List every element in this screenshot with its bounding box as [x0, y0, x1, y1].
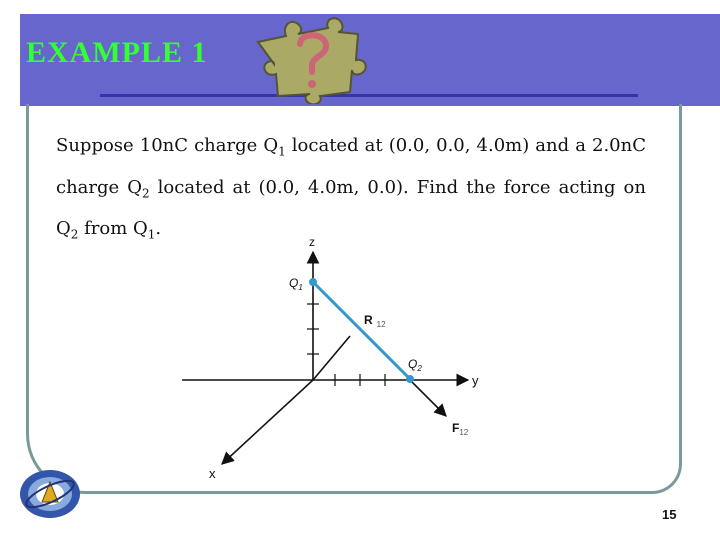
problem-text: .: [155, 218, 162, 240]
q1-letter: Q: [289, 276, 299, 290]
f12-letter: F: [452, 421, 460, 435]
q2-subscript: 2: [70, 227, 79, 242]
r12-label: [364, 313, 386, 329]
q2-subscript: 2: [141, 186, 150, 201]
page-number: 15: [662, 507, 677, 522]
z-label: z: [309, 235, 315, 249]
problem-text: Suppose 10nC charge Q: [56, 135, 279, 156]
f12-vector: [410, 380, 446, 416]
coordinate-diagram: [178, 232, 498, 488]
x-axis: [222, 380, 313, 464]
atom-logo-icon: [14, 456, 86, 528]
x-label: x: [209, 466, 216, 481]
q1-point: [309, 278, 317, 286]
q1-subscript: 1: [278, 144, 286, 159]
f12-sub: 12: [459, 428, 469, 437]
r12-letter: R: [364, 313, 373, 327]
puzzle-question-icon: [238, 4, 388, 104]
x-axis-negative: [313, 336, 350, 380]
r12-sub: 12: [376, 320, 386, 329]
problem-text: from Q: [78, 218, 148, 240]
problem-text: located at (0.0, 4.0m, 0.0). Find the force acting on Q: [56, 176, 646, 240]
q2-sub: 2: [417, 364, 422, 373]
q1-label: [289, 276, 303, 292]
q1-sub: 1: [298, 283, 303, 292]
f12-label: [452, 421, 469, 437]
q2-label: [408, 357, 422, 373]
problem-text: located at (0.0, 0.0, 4.0m) and a 2.0nC charge Q: [56, 135, 646, 198]
q2-point: [406, 375, 414, 383]
slide-title: EXAMPLE 1: [26, 36, 208, 69]
q2-letter: Q: [408, 357, 418, 371]
q1-subscript: 1: [147, 227, 156, 242]
y-label: y: [472, 373, 479, 388]
